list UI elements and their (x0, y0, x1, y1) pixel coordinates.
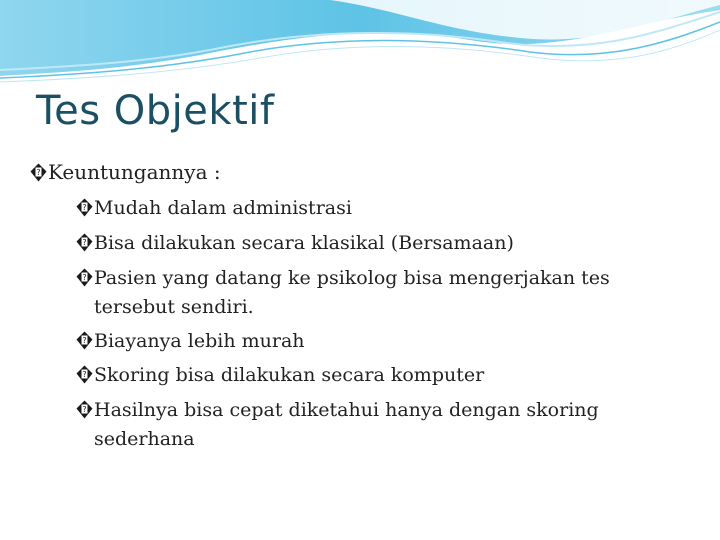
heading-text: Keuntungannya : (48, 160, 221, 184)
list-item-text: Mudah dalam administrasi (94, 197, 352, 219)
svg-text:?: ? (82, 370, 87, 379)
list-item (76, 396, 696, 454)
list-item-text: Bisa dilakukan secara klasikal (Bersamaan) (94, 232, 514, 254)
missing-glyph-box-icon (76, 331, 93, 350)
list-item-continuation: sederhana (94, 428, 195, 450)
missing-glyph-box-icon (76, 365, 93, 384)
missing-glyph-box-icon (76, 268, 93, 287)
svg-text:?: ? (82, 405, 87, 414)
missing-glyph-box-icon (76, 198, 93, 217)
list-item-text: Biayanya lebih murah (94, 330, 305, 352)
list-item-text: Skoring bisa dilakukan secara komputer (94, 364, 485, 386)
list-item-text: Pasien yang datang ke psikolog bisa mengerjakan tes (94, 267, 610, 289)
list-item (76, 194, 696, 223)
list-item (76, 264, 696, 322)
list-item (76, 229, 696, 258)
svg-text:?: ? (82, 336, 87, 345)
missing-glyph-box-icon (30, 163, 47, 182)
list-item (76, 361, 696, 390)
missing-glyph-box-icon (76, 400, 93, 419)
svg-text:?: ? (82, 273, 87, 282)
missing-glyph-box-icon (76, 233, 93, 252)
svg-text:?: ? (82, 203, 87, 212)
heading-line (30, 158, 221, 186)
list-item-continuation: tersebut sendiri. (94, 296, 254, 318)
svg-text:?: ? (82, 238, 87, 247)
list-item (76, 327, 696, 356)
slide-title: Tes Objektif (36, 88, 275, 134)
list-item-text: Hasilnya bisa cepat diketahui hanya dengan skoring (94, 399, 599, 421)
svg-text:?: ? (36, 168, 41, 177)
